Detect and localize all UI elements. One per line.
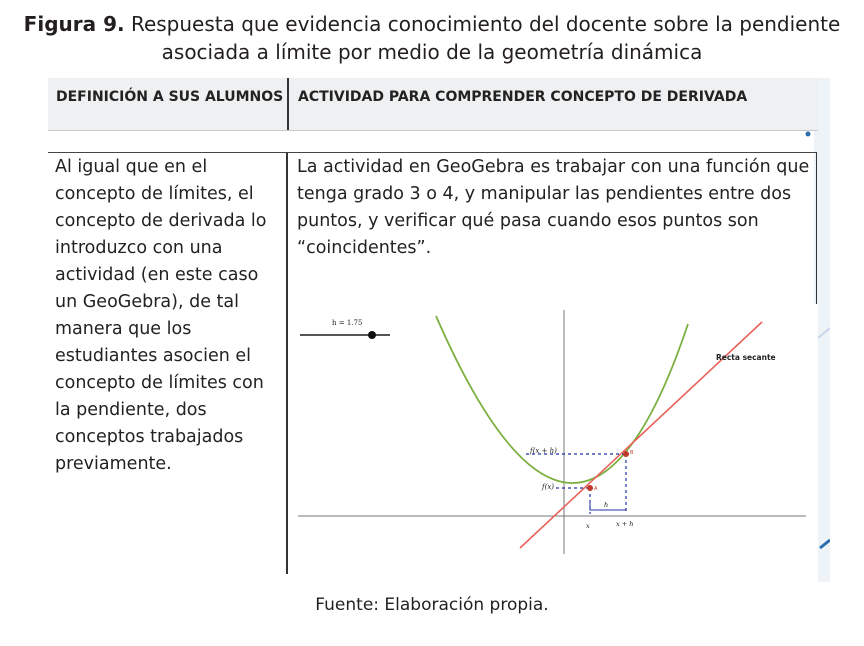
secant-label: Recta secante xyxy=(716,353,776,362)
f-x-label: f(x) xyxy=(542,483,555,491)
x-label: x xyxy=(586,522,590,530)
h-slider-handle[interactable] xyxy=(368,331,376,339)
h-label: h xyxy=(604,501,609,509)
figure-caption xyxy=(0,10,864,66)
point-b-label: B xyxy=(630,450,634,456)
response-table xyxy=(48,78,830,582)
definition-cell: Al igual que en el concepto de límites, el concepto de derivada lo introduzco con una actividad (en este caso un GeoGebra), de tal manera que los estudiantes asocien el concepto de límites con la pendiente, dos conceptos trabajados previamente. xyxy=(55,157,267,474)
point-a-label: A xyxy=(594,486,598,492)
figure-label: Figura 9. xyxy=(23,12,125,36)
slider-label: h = 1.75 xyxy=(332,319,363,327)
caption-line-1 xyxy=(0,10,864,38)
x-plus-h-label: x + h xyxy=(616,520,634,528)
point-b[interactable] xyxy=(623,451,629,457)
activity-cell: La actividad en GeoGebra es trabajar con una función que tenga grado 3 o 4, y manipular las pendientes entre dos puntos, y verificar qué pasa cuando esos puntos son “coincidentes”. xyxy=(297,157,810,258)
f-x-plus-h-label: f(x + h) xyxy=(530,447,557,455)
row-divider xyxy=(48,152,817,153)
column-divider-header xyxy=(287,78,289,130)
header-definition: DEFINICIÓN A SUS ALUMNOS xyxy=(56,89,284,105)
geogebra-graph xyxy=(296,304,818,582)
caption-line-2: asociada a límite por medio de la geometría dinámica xyxy=(161,40,703,64)
point-a[interactable] xyxy=(587,485,593,491)
caption-text-1: Respuesta que evidencia conocimiento del docente sobre la pendiente xyxy=(130,12,841,36)
column-divider-body xyxy=(286,152,288,574)
header-activity: ACTIVIDAD PARA COMPRENDER CONCEPTO DE DERIVADA xyxy=(298,89,748,105)
graph-background xyxy=(296,304,818,582)
table-header xyxy=(48,78,818,131)
source-note: Fuente: Elaboración propia. xyxy=(315,595,549,615)
